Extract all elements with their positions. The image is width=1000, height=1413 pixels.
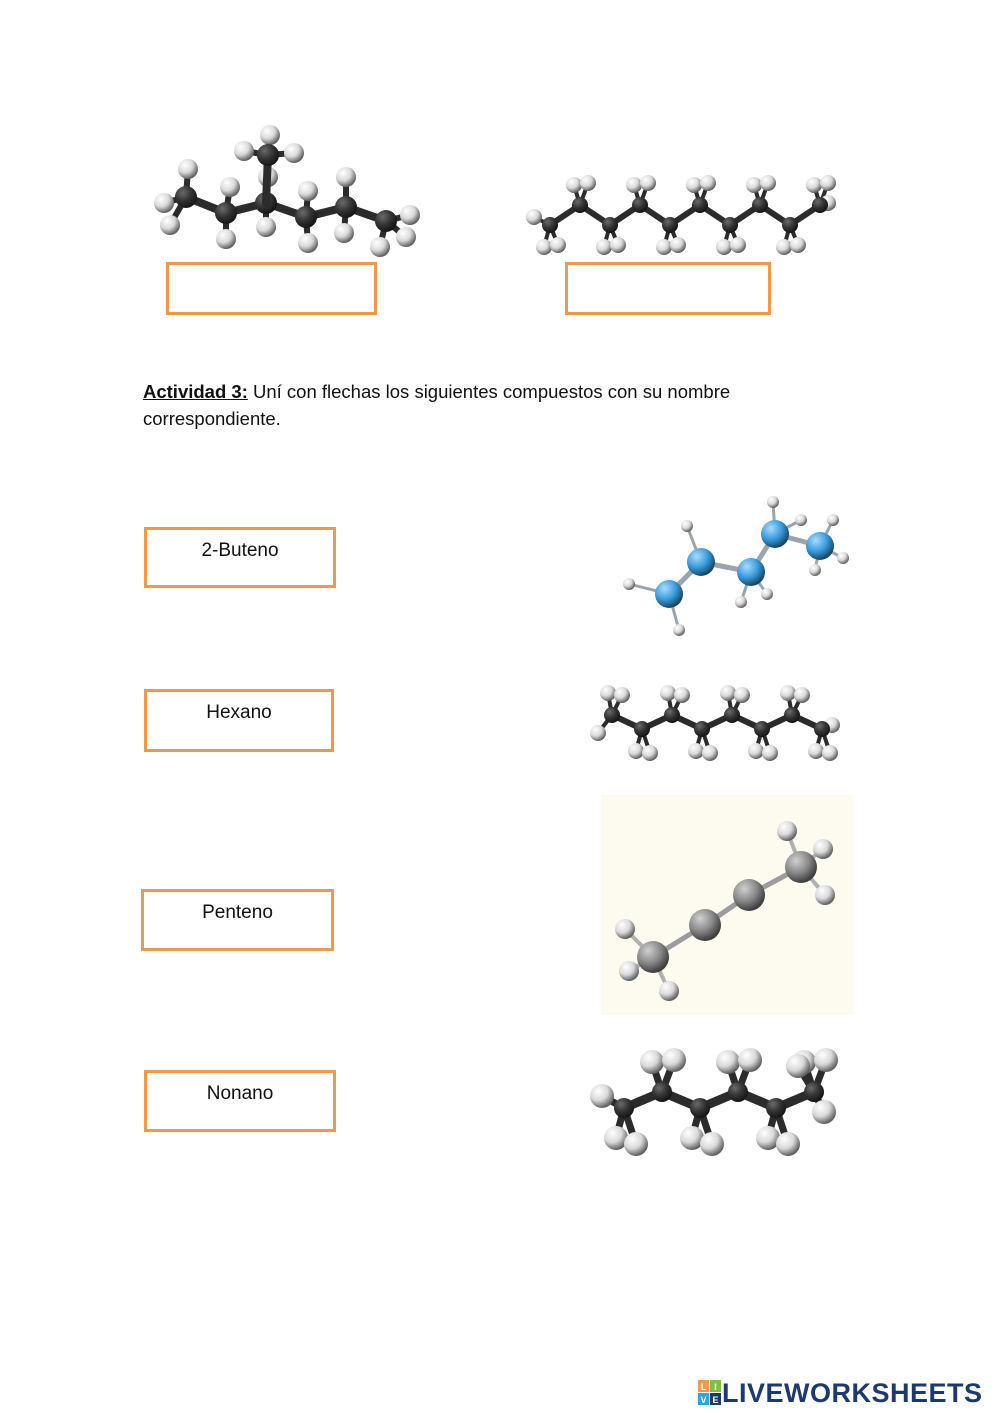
activity-label: Actividad 3: bbox=[143, 381, 248, 402]
hydrogen-atom bbox=[216, 229, 236, 249]
hydrogen-atom bbox=[256, 217, 276, 237]
name-box-nonano[interactable] bbox=[144, 1070, 336, 1132]
carbon-atom bbox=[737, 558, 765, 586]
hydrogen-atom bbox=[400, 205, 420, 225]
hydrogen-atom bbox=[776, 1132, 800, 1156]
name-label: Penteno bbox=[202, 902, 273, 923]
hydrogen-atom bbox=[761, 588, 773, 600]
carbon-atom bbox=[637, 941, 669, 973]
hydrogen-atom bbox=[837, 552, 849, 564]
hydrogen-atom bbox=[590, 1084, 614, 1108]
hydrogen-atom bbox=[808, 743, 824, 759]
hydrogen-atom bbox=[600, 685, 616, 701]
hexane-chain-model-icon bbox=[588, 1042, 848, 1172]
hydrogen-atom bbox=[812, 1100, 836, 1124]
liveworksheets-logo-mark-icon bbox=[698, 1380, 722, 1406]
carbon-atom bbox=[335, 196, 357, 218]
carbon-atom bbox=[722, 217, 738, 233]
hydrogen-atom bbox=[662, 1048, 686, 1072]
branched-alkane-model-icon bbox=[148, 125, 428, 255]
hydrogen-atom bbox=[624, 1132, 648, 1156]
hydrogen-atom bbox=[776, 239, 792, 255]
hydrogen-atom bbox=[790, 237, 806, 253]
carbon-atom bbox=[728, 1082, 748, 1102]
hydrogen-atom bbox=[660, 685, 676, 701]
answer-box-2[interactable] bbox=[565, 262, 771, 315]
nonane-chain-model-icon bbox=[588, 677, 843, 767]
hydrogen-atom bbox=[550, 237, 566, 253]
hydrogen-atom bbox=[220, 177, 240, 197]
hydrogen-atom bbox=[154, 193, 174, 213]
hydrogen-atom bbox=[623, 578, 635, 590]
carbon-atom bbox=[652, 1082, 672, 1102]
hydrogen-atom bbox=[234, 141, 254, 161]
hydrogen-atom bbox=[809, 564, 821, 576]
hydrogen-atom bbox=[614, 687, 630, 703]
hydrogen-atom bbox=[688, 743, 704, 759]
carbon-atom bbox=[604, 707, 620, 723]
hydrogen-atom bbox=[686, 177, 702, 193]
hydrogen-atom bbox=[735, 596, 747, 608]
name-box-buteno[interactable] bbox=[144, 527, 336, 588]
hydrogen-atom bbox=[659, 981, 679, 1001]
hydrogen-atom bbox=[580, 175, 596, 191]
butyne-grey-model-icon bbox=[601, 795, 853, 1015]
hydrogen-atom bbox=[610, 237, 626, 253]
carbon-atom bbox=[614, 1098, 634, 1118]
carbon-atom bbox=[784, 707, 800, 723]
butene-blue-model-icon bbox=[615, 490, 855, 645]
hydrogen-atom bbox=[642, 745, 658, 761]
hydrogen-atom bbox=[777, 821, 797, 841]
carbon-atom bbox=[687, 548, 715, 576]
hydrogen-atom bbox=[716, 239, 732, 255]
hydrogen-atom bbox=[260, 125, 280, 145]
hydrogen-atom bbox=[334, 223, 354, 243]
hydrogen-atom bbox=[681, 520, 693, 532]
hydrogen-atom bbox=[536, 239, 552, 255]
liveworksheets-logo-text: LIVEWORKSHEETS bbox=[722, 1378, 983, 1408]
activity-text: Uní con flechas los siguientes compuestos con su nombre correspondiente. bbox=[143, 381, 731, 429]
carbon-atom bbox=[766, 1098, 786, 1118]
carbon-atom bbox=[812, 197, 828, 213]
hydrogen-atom bbox=[674, 687, 690, 703]
hydrogen-atom bbox=[566, 177, 582, 193]
hydrogen-atom bbox=[670, 237, 686, 253]
hydrogen-atom bbox=[626, 177, 642, 193]
carbon-atom bbox=[634, 721, 650, 737]
carbon-atom bbox=[542, 217, 558, 233]
hydrogen-atom bbox=[628, 743, 644, 759]
carbon-atom bbox=[694, 721, 710, 737]
hydrogen-atom bbox=[700, 1132, 724, 1156]
hydrogen-atom bbox=[748, 743, 764, 759]
carbon-atom bbox=[785, 851, 817, 883]
carbon-atom bbox=[806, 532, 834, 560]
svg-text:V: V bbox=[700, 1395, 707, 1405]
hydrogen-atom bbox=[160, 215, 180, 235]
hydrogen-atom bbox=[767, 496, 779, 508]
carbon-atom bbox=[692, 197, 708, 213]
hydrogen-atom bbox=[700, 175, 716, 191]
hydrogen-atom bbox=[822, 745, 838, 761]
hydrogen-atom bbox=[178, 159, 198, 179]
carbon-atom bbox=[572, 197, 588, 213]
carbon-atom bbox=[175, 186, 197, 208]
hydrogen-atom bbox=[760, 175, 776, 191]
carbon-atom bbox=[664, 707, 680, 723]
carbon-atom bbox=[782, 217, 798, 233]
carbon-atom bbox=[632, 197, 648, 213]
hydrogen-atom bbox=[730, 237, 746, 253]
carbon-atom bbox=[733, 879, 765, 911]
carbon-atom bbox=[215, 202, 237, 224]
hydrogen-atom bbox=[827, 514, 839, 526]
name-box-penteno[interactable] bbox=[141, 889, 334, 951]
hydrogen-atom bbox=[786, 1054, 810, 1078]
liveworksheets-logo bbox=[698, 1378, 983, 1408]
name-label: Hexano bbox=[206, 702, 272, 723]
hydrogen-atom bbox=[615, 919, 635, 939]
carbon-atom bbox=[655, 580, 683, 608]
carbon-atom bbox=[752, 197, 768, 213]
carbon-atom bbox=[761, 520, 789, 548]
name-label: 2-Buteno bbox=[201, 540, 279, 561]
hydrogen-atom bbox=[284, 143, 304, 163]
hydrogen-atom bbox=[336, 167, 356, 187]
carbon-atom bbox=[690, 1098, 710, 1118]
carbon-atom bbox=[662, 217, 678, 233]
hydrogen-atom bbox=[762, 745, 778, 761]
hydrogen-atom bbox=[734, 687, 750, 703]
hydrogen-atom bbox=[795, 514, 807, 526]
hydrogen-atom bbox=[720, 685, 736, 701]
hydrogen-atom bbox=[780, 685, 796, 701]
hydrogen-atom bbox=[814, 1048, 838, 1072]
long-chain-alkane-model-icon bbox=[528, 165, 848, 255]
name-box-hexano[interactable] bbox=[144, 689, 334, 752]
hydrogen-atom bbox=[746, 177, 762, 193]
hydrogen-atom bbox=[738, 1048, 762, 1072]
carbon-atom bbox=[257, 144, 279, 166]
svg-text:I: I bbox=[714, 1382, 717, 1392]
hydrogen-atom bbox=[526, 209, 542, 225]
hydrogen-atom bbox=[820, 175, 836, 191]
hydrogen-atom bbox=[590, 725, 606, 741]
activity-instruction bbox=[143, 378, 843, 432]
hydrogen-atom bbox=[656, 239, 672, 255]
hydrogen-atom bbox=[640, 175, 656, 191]
hydrogen-atom bbox=[370, 237, 390, 257]
hydrogen-atom bbox=[815, 885, 835, 905]
carbon-atom bbox=[814, 721, 830, 737]
svg-text:L: L bbox=[700, 1382, 707, 1392]
hydrogen-atom bbox=[702, 745, 718, 761]
hydrogen-atom bbox=[298, 181, 318, 201]
hydrogen-atom bbox=[596, 239, 612, 255]
hydrogen-atom bbox=[298, 233, 318, 253]
answer-box-1[interactable] bbox=[166, 262, 377, 315]
hydrogen-atom bbox=[716, 1050, 740, 1074]
carbon-atom bbox=[804, 1082, 824, 1102]
carbon-atom bbox=[754, 721, 770, 737]
carbon-atom bbox=[724, 707, 740, 723]
hydrogen-atom bbox=[396, 227, 416, 247]
name-label: Nonano bbox=[206, 1083, 274, 1104]
carbon-atom bbox=[689, 909, 721, 941]
hydrogen-atom bbox=[619, 961, 639, 981]
hydrogen-atom bbox=[673, 624, 685, 636]
hydrogen-atom bbox=[640, 1050, 664, 1074]
carbon-atom bbox=[375, 210, 397, 232]
hydrogen-atom bbox=[813, 839, 833, 859]
hydrogen-atom bbox=[806, 177, 822, 193]
svg-text:E: E bbox=[712, 1395, 719, 1405]
carbon-atom bbox=[602, 217, 618, 233]
hydrogen-atom bbox=[794, 687, 810, 703]
carbon-atom bbox=[295, 206, 317, 228]
